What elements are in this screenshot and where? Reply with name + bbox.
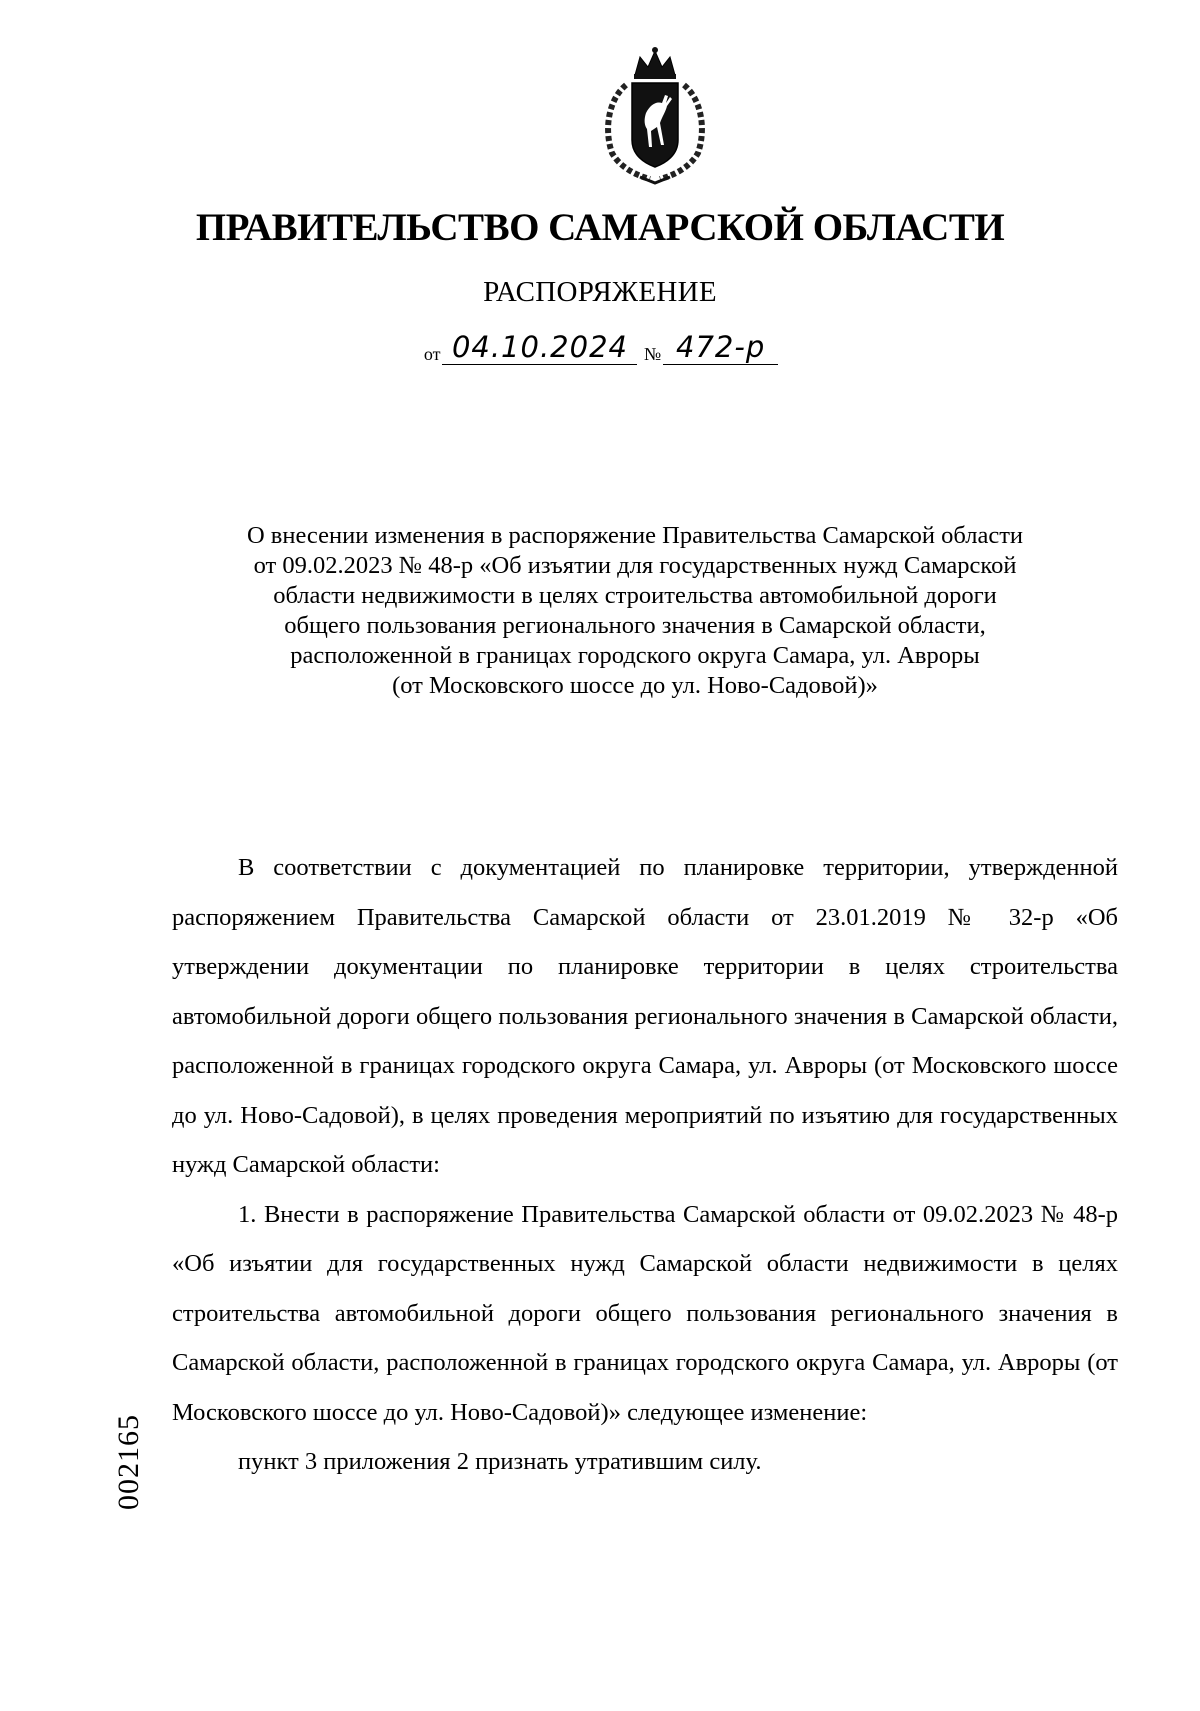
side-serial-number: 002165	[112, 1414, 145, 1510]
document-heading	[170, 521, 1100, 701]
heading-line: области недвижимости в целях строительства автомобильной дороги	[273, 582, 997, 609]
body-paragraph: 1. Внести в распоряжение Правительства Самарской области от 09.02.2023 № 48-р «Об изъятии для государственных нужд Самарской области недвижимости в целях строительства автомобильной дороги общего пользования регионального значения в Самарской области, расположенной в границах городского округа Самара, ул. Авроры (от Московского шоссе до ул. Ново-Садовой)» следующее изменение:	[172, 1200, 1118, 1426]
number-value: 472-р	[663, 330, 778, 365]
government-title: ПРАВИТЕЛЬСТВО САМАРСКОЙ ОБЛАСТИ	[195, 206, 1005, 249]
heading-line: от 09.02.2023 № 48-р «Об изъятии для государственных нужд Самарской	[253, 552, 1017, 579]
samara-coat-of-arms-icon	[590, 45, 720, 185]
date-number-line	[0, 330, 1200, 365]
date-value: 04.10.2024	[442, 330, 637, 365]
heading-line: О внесении изменения в распоряжение Правительства Самарской области	[246, 522, 1024, 549]
heading-line: (от Московского шоссе до ул. Ново-Садовой)»	[392, 672, 878, 699]
heading-line: общего пользования регионального значения в Самарской области,	[284, 612, 986, 639]
document-type: РАСПОРЯЖЕНИЕ	[483, 276, 717, 308]
date-prefix: от	[423, 344, 441, 364]
body-paragraph: В соответствии с документацией по планировке территории, утвержденной распоряжением Правительства Самарской области от 23.01.2019 № 32-р «Об утверждении документации по планировке территории в целях строительства автомобильной дороги общего пользования регионального значения в Самарской области, расположенной в границах городского округа Самара, ул. Авроры (от Московского шоссе до ул. Ново-Садовой), в целях проведения мероприятий по изъятию для государственных нужд Самарской области:	[172, 854, 1118, 1178]
body-paragraph: пункт 3 приложения 2 признать утратившим силу.	[238, 1448, 762, 1475]
document-body	[172, 843, 1118, 1487]
number-prefix: №	[643, 344, 662, 364]
heading-line: расположенной в границах городского округа Самара, ул. Авроры	[290, 642, 980, 669]
